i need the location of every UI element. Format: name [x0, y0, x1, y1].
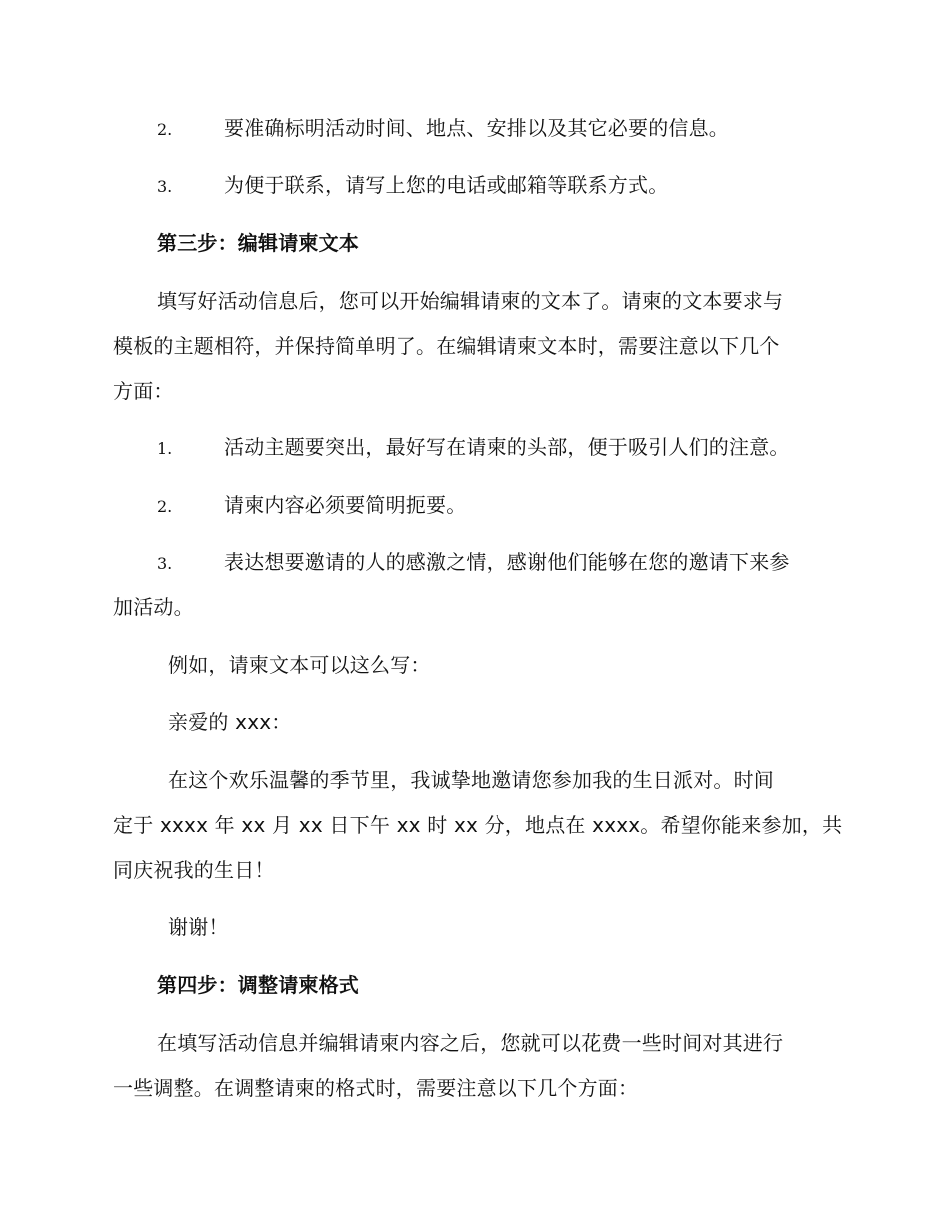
paragraph-line: 加活动。 — [113, 595, 194, 619]
paragraph-line: 一些调整。在调整请柬的格式时，需要注意以下几个方面： — [113, 1076, 639, 1100]
paragraph-line: 填写好活动信息后，您可以开始编辑请柬的文本了。请柬的文本要求与 — [157, 289, 784, 313]
paragraph-line: 模板的主题相符，并保持简单明了。在编辑请柬文本时，需要注意以下几个 — [113, 334, 780, 358]
list-item-text: 活动主题要突出，最好写在请柬的头部，便于吸引人们的注意。 — [224, 435, 790, 459]
step3-heading: 第三步：编辑请柬文本 — [157, 231, 359, 255]
list-number: 2. — [157, 120, 173, 139]
greeting-line: 亲爱的 xxx： — [168, 710, 292, 734]
example-intro: 例如，请柬文本可以这么写： — [168, 653, 431, 677]
list-item-text: 要准确标明活动时间、地点、安排以及其它必要的信息。 — [224, 116, 729, 140]
list-item-text: 表达想要邀请的人的感激之情，感谢他们能够在您的邀请下来参 — [224, 550, 790, 574]
paragraph-line: 方面： — [113, 379, 174, 403]
list-number: 2. — [157, 497, 173, 516]
paragraph-line: 同庆祝我的生日！ — [113, 858, 275, 882]
step4-heading: 第四步：调整请柬格式 — [157, 973, 359, 997]
list-number: 3. — [157, 554, 173, 573]
paragraph-line: 在这个欢乐温馨的季节里，我诚挚地邀请您参加我的生日派对。时间 — [168, 768, 774, 792]
list-number: 3. — [157, 177, 173, 196]
list-item-text: 请柬内容必须要简明扼要。 — [224, 493, 467, 517]
thanks-line: 谢谢！ — [168, 915, 229, 939]
paragraph-line: 定于 xxxx 年 xx 月 xx 日下午 xx 时 xx 分，地点在 xxxx。希望你能来参加，共 — [113, 813, 843, 837]
paragraph-line: 在填写活动信息并编辑请柬内容之后，您就可以花费一些时间对其进行 — [157, 1031, 784, 1055]
list-item-text: 为便于联系，请写上您的电话或邮箱等联系方式。 — [224, 173, 669, 197]
list-number: 1. — [157, 439, 173, 458]
